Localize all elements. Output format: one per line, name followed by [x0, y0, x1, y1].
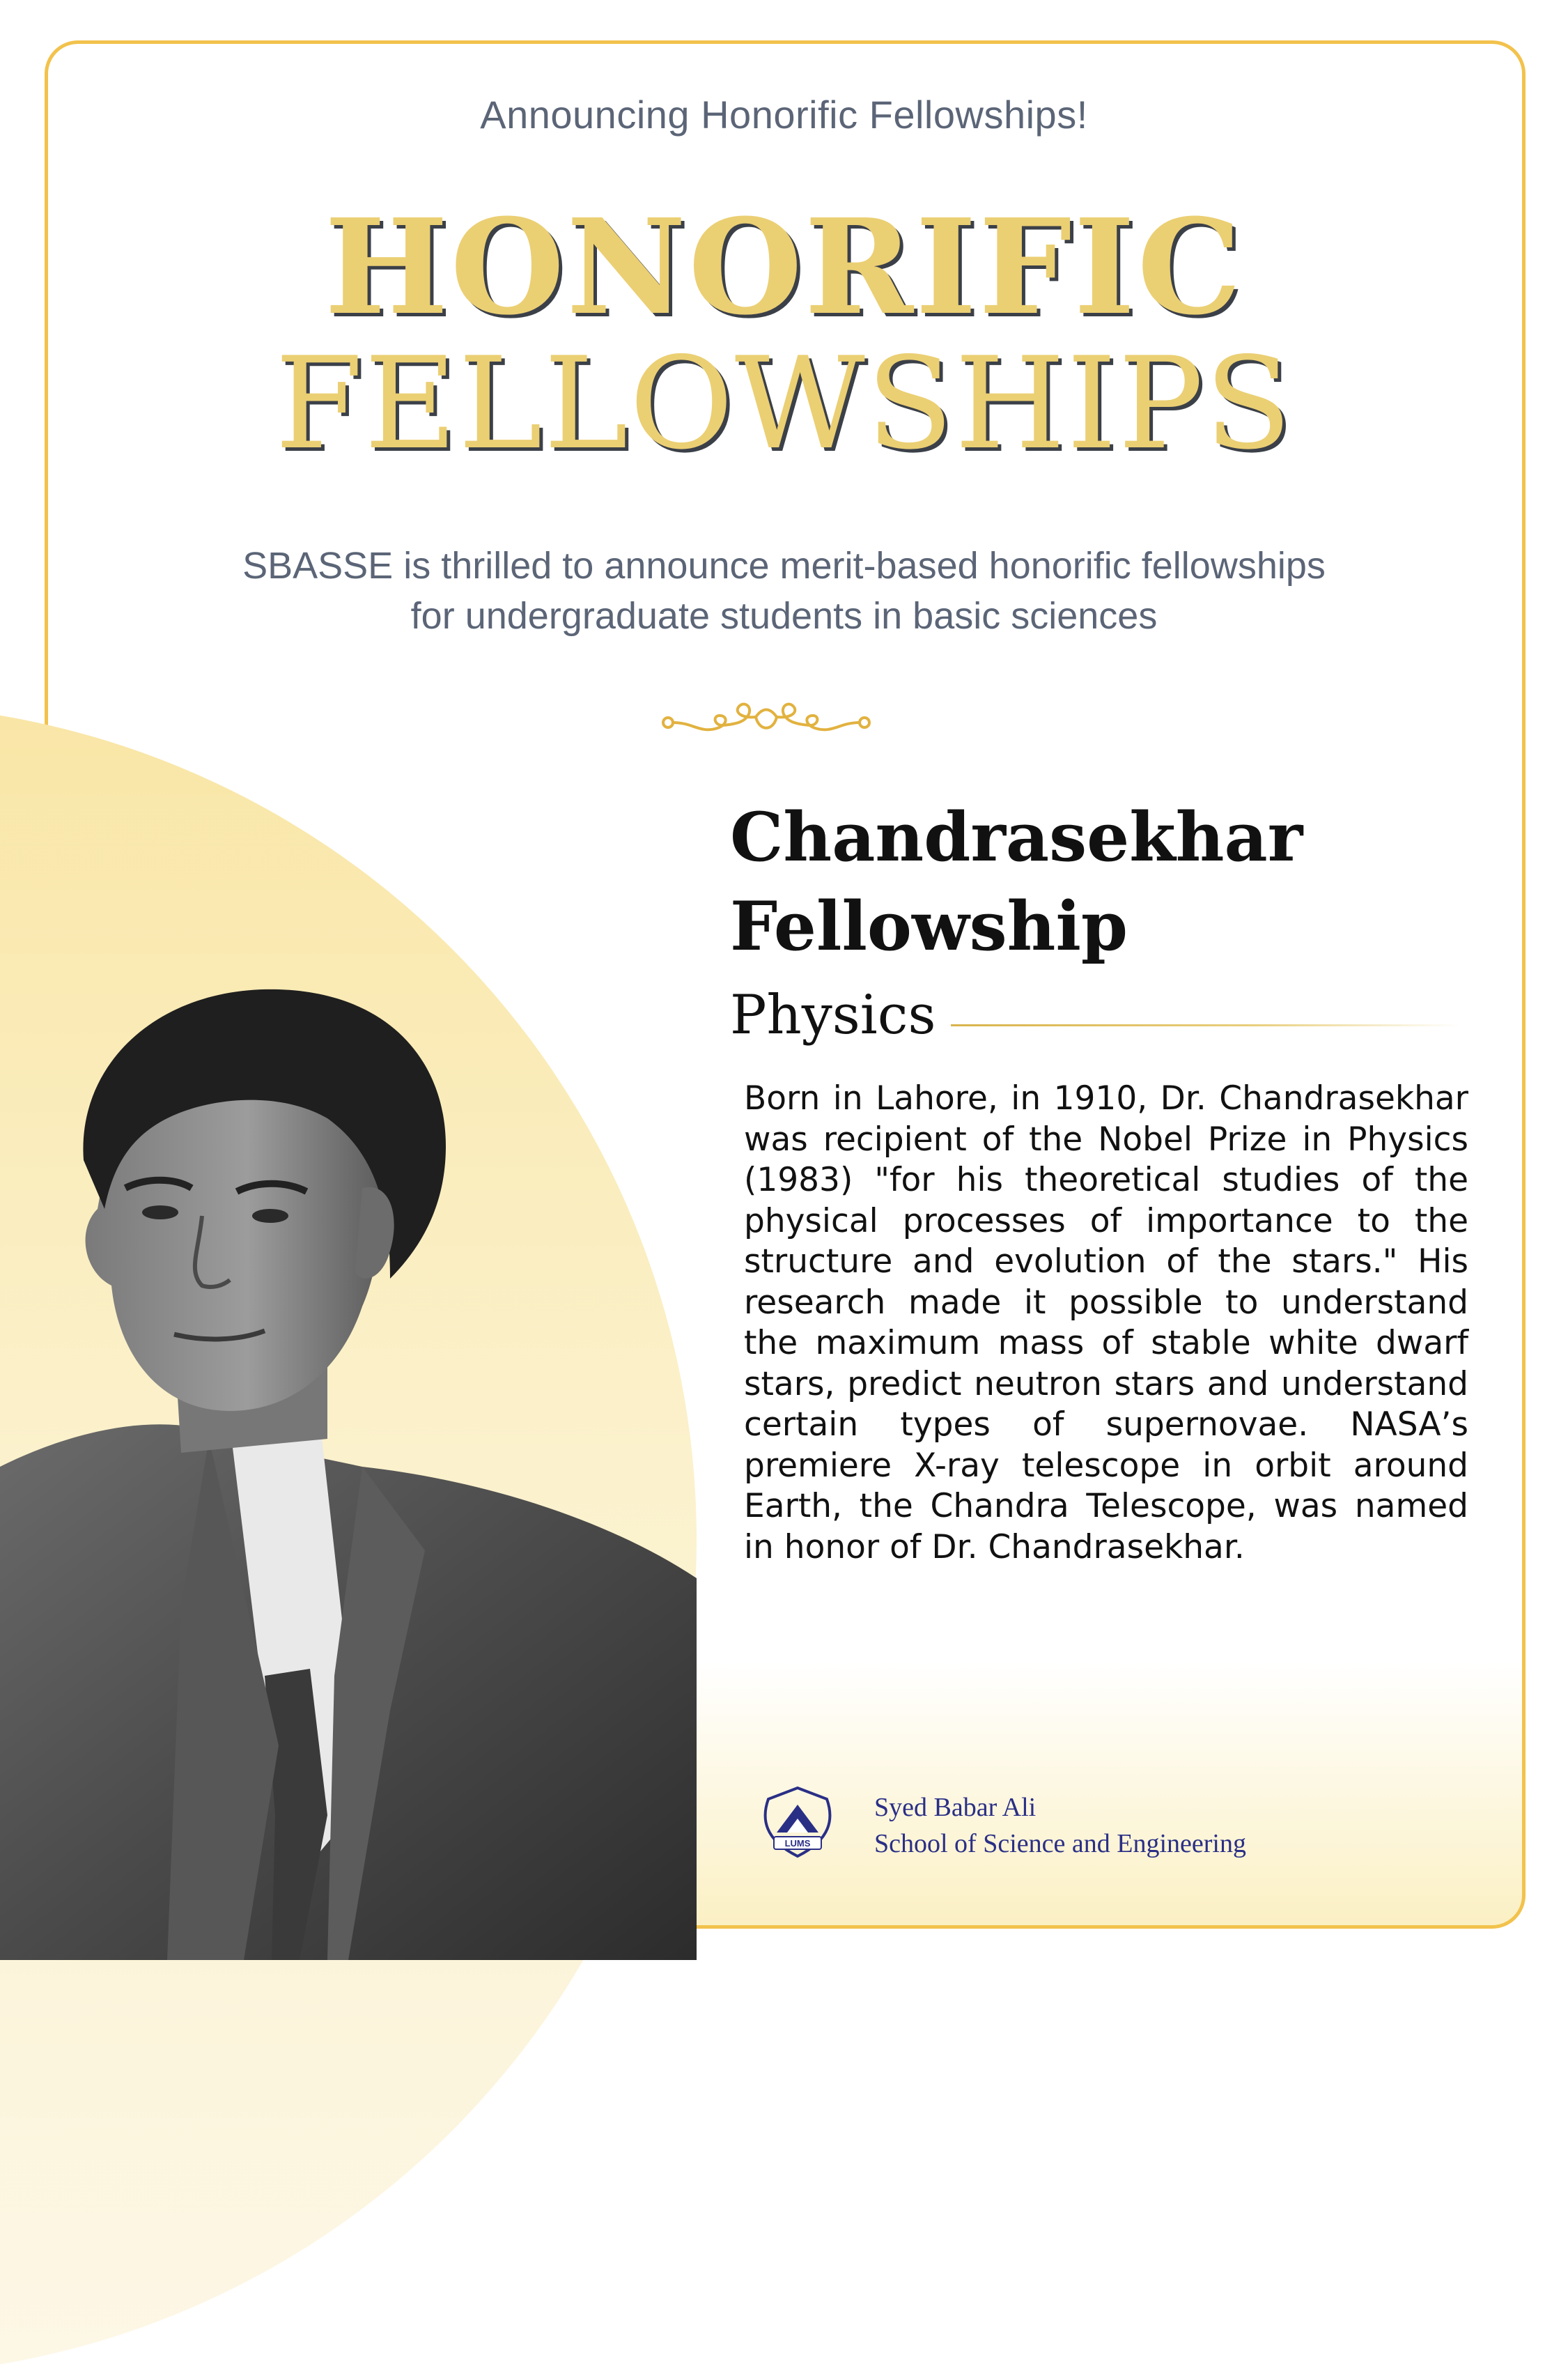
logo-badge-text: LUMS	[784, 1838, 811, 1849]
school-name	[874, 1789, 1246, 1862]
fellowship-biography: Born in Lahore, in 1910, Dr. Chandrasekhar was recipient of the Nobel Prize in Physics (1983) "for his theoretical studies of the physical processes of importance to the structure and evolution of the stars." His research made it possible to understand the maximum mass of stable white dwarf stars, predict neutron stars and understand certain types of supernovae. NASA’s premiere X-ray telescope in orbit around Earth, the Chandra Telescope, was named in honor of Dr. Chandrasekhar.	[744, 1079, 1468, 1566]
subject-divider	[951, 1024, 1459, 1026]
intro-line-1: SBASSE is thrilled to announce merit-based honorific fellowships	[242, 545, 1326, 587]
fellowship-name-line-2: Fellowship	[730, 887, 1128, 966]
intro-line-2: for undergraduate students in basic sciences	[410, 595, 1158, 637]
fellowship-name	[730, 793, 1357, 971]
title-honorific: HONORIFIC	[324, 190, 1244, 344]
school-name-line-2: School of Science and Engineering	[874, 1829, 1246, 1858]
fellowship-subject: Physics	[730, 984, 936, 1047]
portrait-photo	[0, 979, 697, 1960]
fellowship-name-line-1: Chandrasekhar	[730, 798, 1303, 877]
title-fellowships: FELLOWSHIPS	[274, 330, 1294, 477]
intro-text	[70, 541, 1498, 641]
announcement-text: Announcing Honorific Fellowships!	[480, 93, 1088, 137]
school-name-line-1: Syed Babar Ali	[874, 1793, 1037, 1822]
flourish-ornament-icon	[658, 693, 874, 746]
lums-logo-icon	[749, 1784, 846, 1860]
